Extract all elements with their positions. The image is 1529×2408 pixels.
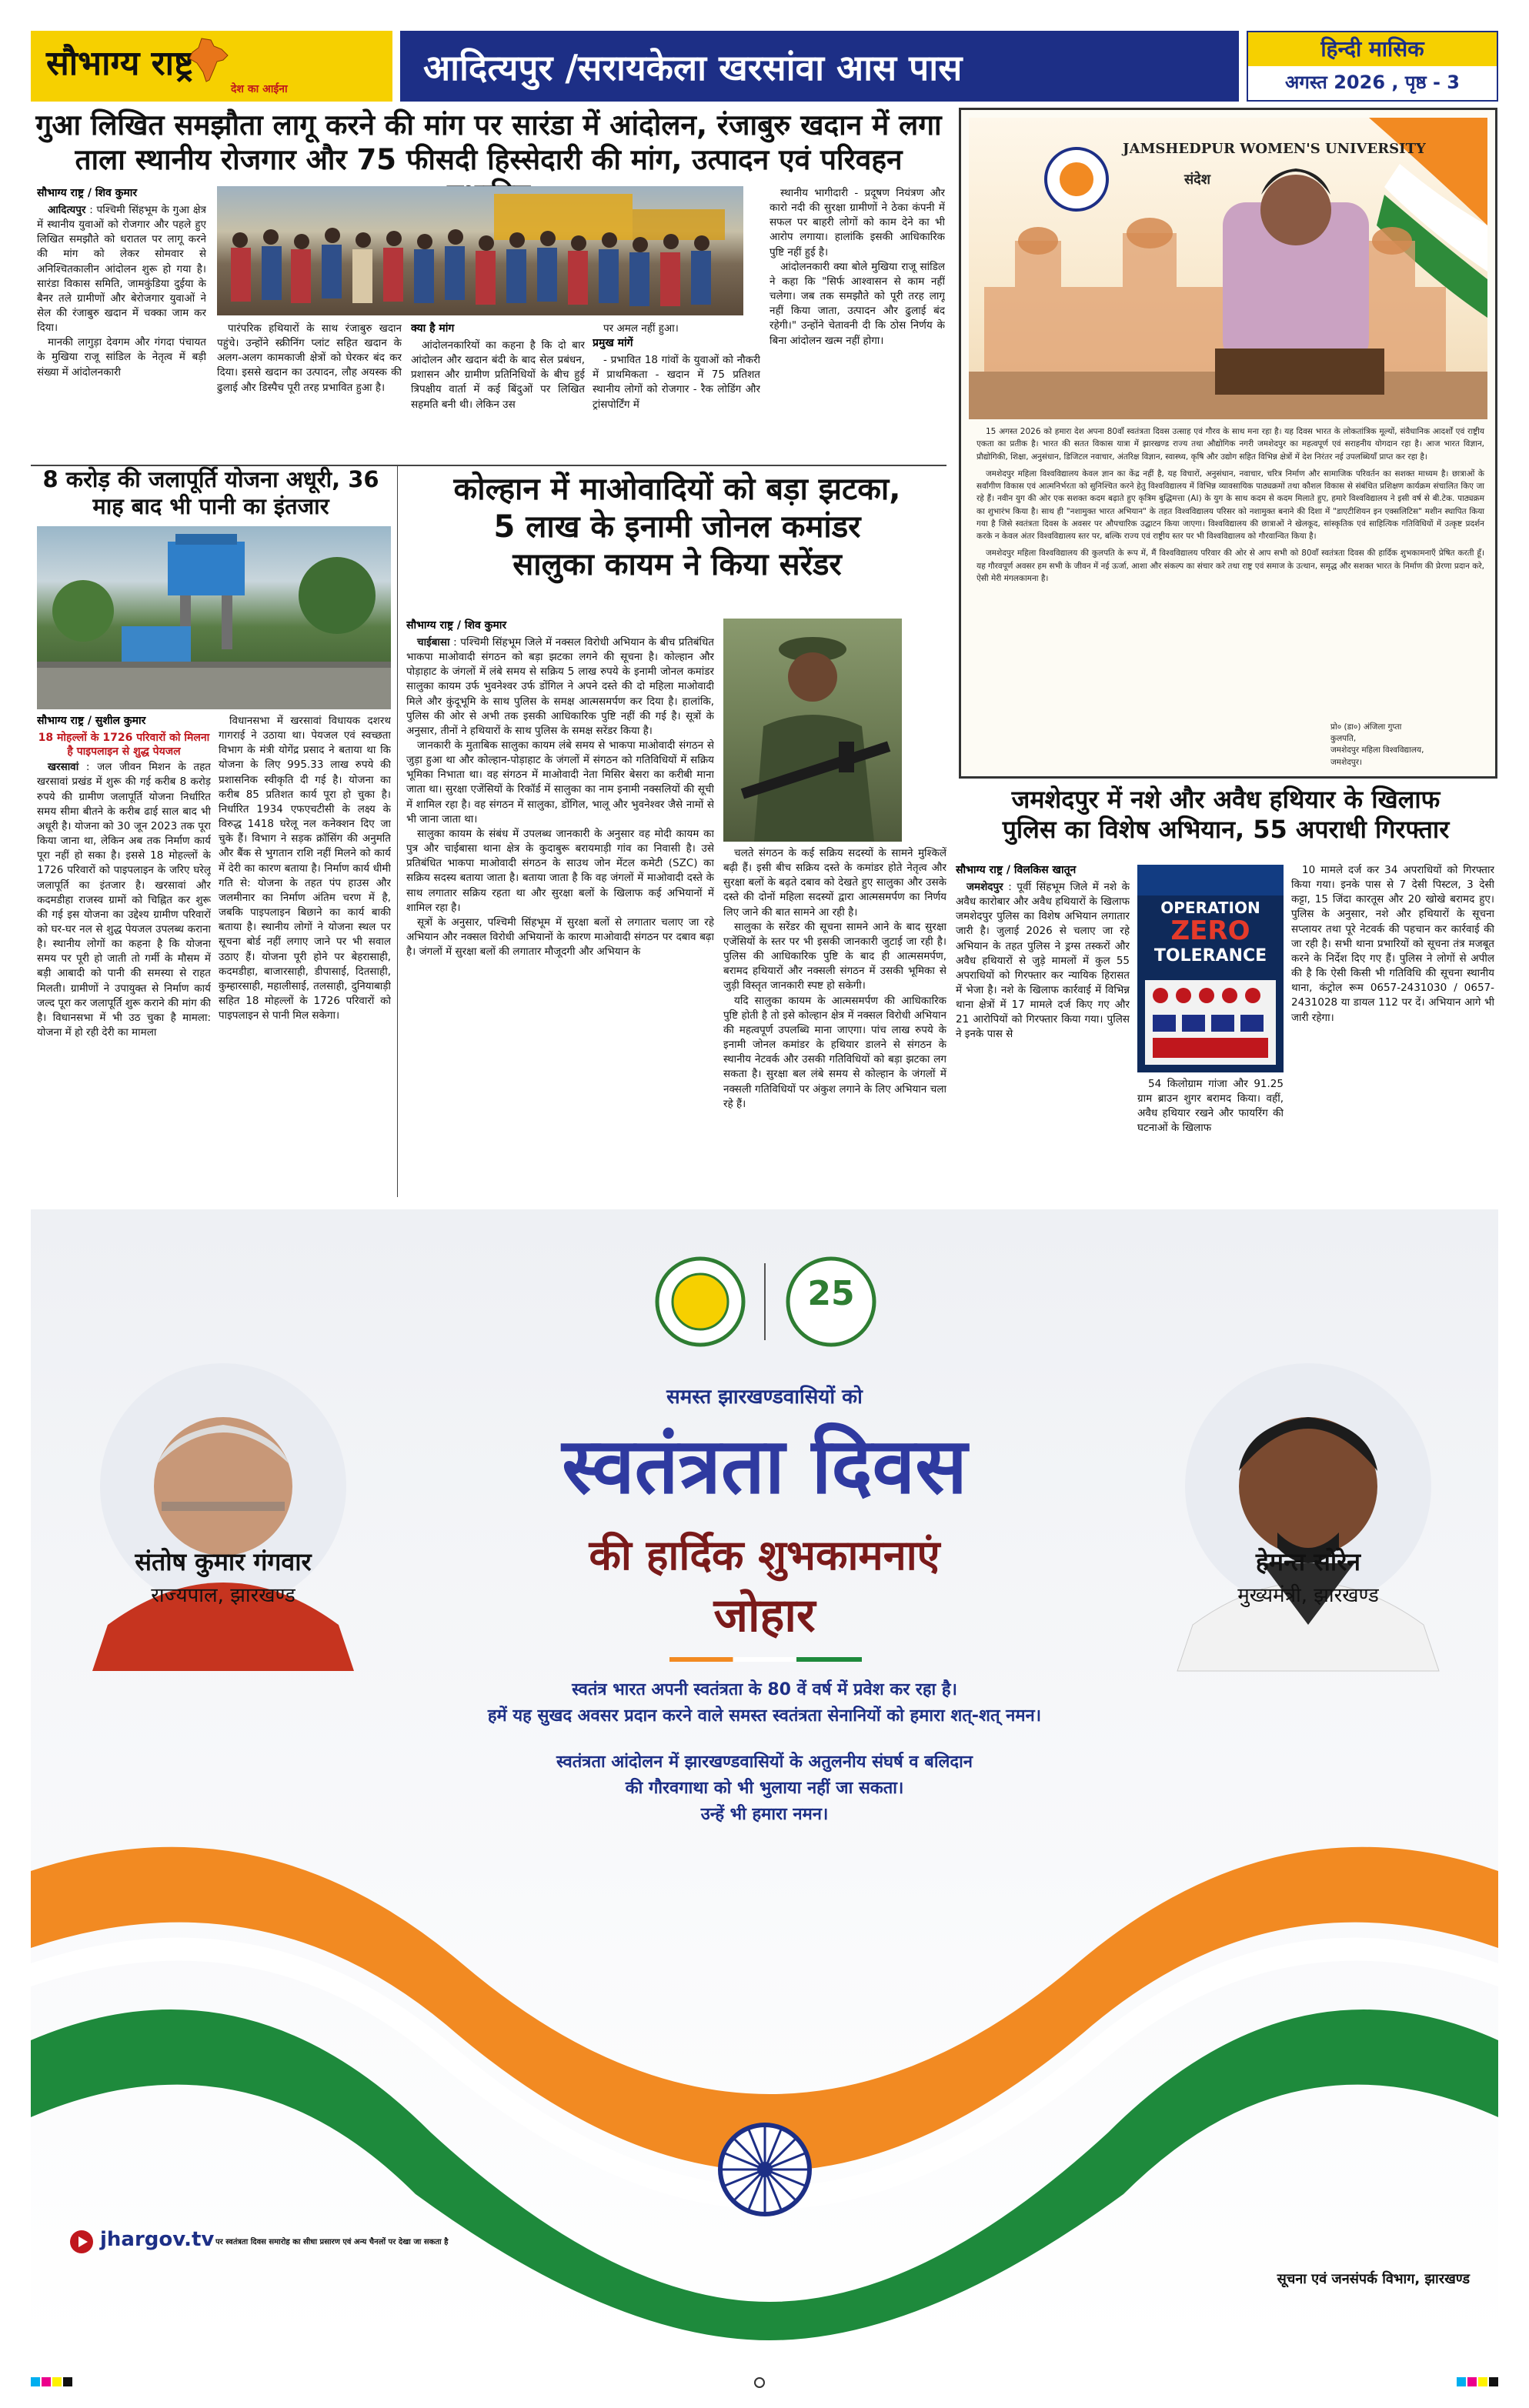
cm-name: हेमन्त सोरेन: [1255, 1547, 1361, 1576]
operation-zero-tolerance-poster: [1137, 865, 1284, 1072]
divider: [397, 466, 398, 1197]
ad-message-line3: स्वतंत्रता आंदोलन में झारखण्डवासियों के अतुलनीय संघर्ष व बलिदान: [556, 1753, 973, 1772]
story3-headline-line1: कोल्हान में माओवादियों को बड़ा झटका,: [453, 472, 901, 507]
story4-col2: [1291, 863, 1494, 1199]
ad-title: स्वतंत्रता दिवस: [562, 1420, 967, 1511]
story1-col2: [217, 322, 402, 460]
jhargov-banner[interactable]: [69, 2226, 500, 2257]
message-signature: [1330, 722, 1484, 769]
story1-col4: [593, 322, 760, 460]
story1-text4: - प्रभावित 18 गांवों के युवाओं को नौकरी में प्राथमिकता - खदान में 75 प्रतिशत स्थानीय लोगों को रोजगार - रैक लोडिंग और ट्रांसपोर्टिंग में: [593, 354, 760, 411]
story1-dateline: आदित्यपुर: [48, 203, 86, 216]
story2-col1: सौभाग्य राष्ट्र / सुशील कुमार 18 मोहल्लों के 1726 परिवारों को मिलना है पाइपलाइन से शुद्ध पेयजल खरसावां : जल जीवन मिशन के तहत खरसावां प्रखंड में शुरू की गई करीब 8 करोड़ रुपये की ग्रामीण जलापूर्ति योजना निर्धारित समय सीमा बीतने के करीब ढाई साल बाद भी अधूरी है। योजना को 30 जून 2023 तक पूरा किया जाना था, लेकिन अब तक निर्माण कार्य पूरा नहीं हो सका है। इससे 18 मोहल्लों के 1726 परिवारों को पाइपलाइन के जरिए घरेलू जलापूर्ति का इंतजार है। खरसावां और कदमडीहा राजस्व ग्रामों को चिह्नित कर शुरू की गई इस योजना का उद्देश्य ग्रामीण परिवारों को घर-घर नल से शुद्ध पेयजल उपलब्ध कराना है। स्थानीय लोगों का कहना है कि योजना समय पर पूरी हो जाती तो गर्मी के मौसम में बड़ी आबादी को पानी की समस्या से राहत मिलती। ग्रामीणों ने उपायुक्त से निर्माण कार्य जल्द पूरा कर जलापूर्ति शुरू कराने की मांग की है। विधानसभा में भी उठ चुका है मामला: योजना में हो रही देरी का मामला: [37, 715, 211, 1039]
ad-message-line2: हमें यह सुखद अवसर प्रदान करने वाले समस्त स्वतंत्रता सेनानियों को हमारा शत्-शत् नमन।: [487, 1706, 1042, 1726]
signatory-title3: जमशेदपुर।: [1330, 757, 1363, 767]
story3-col2: [723, 846, 946, 1200]
edition-label: हिन्दी मासिक: [1248, 32, 1497, 66]
story1-byline: सौभाग्य राष्ट्र / शिव कुमार: [37, 187, 138, 199]
surrendered-commander-photo: [723, 619, 902, 842]
cm-title: मुख्यमंत्री, झारखण्ड: [1237, 1584, 1379, 1607]
jharkhand-25-logo-number: 25: [807, 1274, 855, 1313]
university-name: JAMSHEDPUR WOMEN'S UNIVERSITY: [1123, 141, 1426, 157]
story4-text1b: 54 किलोग्राम गांजा और 91.25 ग्राम ब्राउन शुगर बरामद किया। वहीं, अवैध हथियार रखने और फायरिंग की घटनाओं के खिलाफ: [1137, 1078, 1284, 1135]
ad-johar: जोहार: [713, 1589, 816, 1643]
story2-byline: सौभाग्य राष्ट्र / सुशील कुमार: [37, 715, 146, 727]
section-title-bar: [400, 31, 1239, 102]
story2-col2: [219, 714, 391, 1200]
story1-headline-line2: ताला स्थानीय रोजगार और 75 फीसदी हिस्सेदारी की मांग, उत्पादन एवं परिवहन: [75, 143, 903, 177]
story4-col1b: [1137, 1077, 1284, 1199]
story3-text2c: यदि सालुका कायम के आत्मसमर्पण की आधिकारिक पुष्टि होती है तो इसे कोल्हान क्षेत्र में नक्सल विरोधी अभियान की महत्वपूर्ण उपलब्धि माना जाएगा। पांच लाख रुपये के इनामी जोनल कमांडर के हथियार डालने से संगठन के स्थानीय नेटवर्क और उसकी गतिविधियों को बड़ा झटका लग सकता है। सुरक्षा बल लंबे समय से कोल्हान के जंगलों में नक्सली गतिविधियों पर अंकुश लगाने के लिए अभियान चला रहे हैं।: [723, 994, 946, 1110]
message-title: संदेश: [1184, 172, 1210, 188]
logo: [31, 31, 392, 102]
message-body: [976, 425, 1484, 589]
story4-text1: पूर्वी सिंहभूम जिले में नशे के अवैध कारोबार और अवैध हथियारों के खिलाफ जमशेदपुर पुलिस का विशेष अभियान लगातार जारी है। जुलाई 2026 से चलाए जा रहे अभियान के तहत पुलिस ने ड्रग्स तस्करों और अवैध हथियारों से जुड़े मामलों में कुल 55 अपराधियों को गिरफ्तार कर न्यायिक हिरासत में भेजा है। नशे के खिलाफ कार्रवाई में विभिन्न थाना क्षेत्रों में 17 मामले दर्ज किए गए और 21 आरोपियों को गिरफ्तार किया गया। पुलिस ने इनके पास से: [956, 880, 1130, 1041]
story3-text2: चलते संगठन के कई सक्रिय सदस्यों के सामने मुश्किलें बढ़ी हैं। इसी बीच सक्रिय दस्ते के कमांडर होते नेतृत्व और सुरक्षा बलों के बढ़ते दबाव को देखते हुए सालुका और उसके दस्ते की दोनों महिला सदस्यों द्वारा आत्मसमर्पण का निर्णय लिए जाने की बात सामने आ रही है।: [723, 847, 946, 919]
story3-headline-line3: सालुका कायम ने किया सरेंडर: [512, 546, 842, 582]
soldier-graphic: [723, 619, 902, 842]
message-para3: जमशेदपुर महिला विश्वविद्यालय की कुलपति के रूप में, मैं विश्वविद्यालय परिवार की ओर से आप सभी को 80वाँ स्वतंत्रता दिवस की हार्दिक शुभकामनाएँ प्रेषित करती हूँ। यह गौरवपूर्ण अवसर हम सभी के जीवन में नई ऊर्जा, आशा और संकल्प का संचार करे तथा राष्ट्र एवं समाज के उत्थान, समृद्ध और सशक्त भारत के निर्माण की प्रेरणा प्रदान करे, ऐसी मेरी मंगलकामना है।: [976, 549, 1484, 583]
ad-message-line4: की गौरवगाथा को भी भुलाया नहीं जा सकता।: [625, 1779, 904, 1798]
print-color-marks: [31, 2377, 1498, 2388]
ad-message-line5: उन्हें भी हमारा नमन।: [700, 1805, 829, 1824]
poster-title-zero: ZERO: [1170, 916, 1250, 946]
governor-title: राज्यपाल, झारखण्ड: [151, 1584, 295, 1607]
story2-headline: 8 करोड़ की जलापूर्ति योजना अधूरी, 36 माह बाद भी पानी का इंतजार: [42, 466, 379, 520]
story3-text1d: सूत्रों के अनुसार, पश्चिमी सिंहभूम में सुरक्षा बलों से लगातार चलाए जा रहे अभियान और नक्सल विरोधी अभियानों के कारण माओवादी संगठन पर दबाव बढ़ा है। जंगलों में सुरक्षा बलों की लगातार मौजूदगी और अभियान के: [406, 916, 714, 959]
masthead: [31, 31, 1498, 102]
story2-text2: विधानसभा में खरसावां विधायक दशरथ गागराई ने उठाया था। पेयजल एवं स्वच्छता विभाग के मंत्री योगेंद्र प्रसाद ने बताया था कि योजना के लिए 995.33 लाख रुपये की प्रशासनिक स्वीकृति दी गई है। योजना का करीब 85 प्रतिशत कार्य पूरा हो चुका है। निर्धारित 1934 एफएचटीसी के लक्ष्य के विरुद्ध 1418 घरेलू नल कनेक्शन दिए जा चुके हैं। विभाग ने सड़क क्रॉसिंग की अनुमति और बैंक से भुगतान राशि नहीं मिलने को कार्य में देरी का कारण बताया है। निर्माण कार्य धीमी गति से: योजना के तहत पंप हाउस और जलमीनार का निर्माण अंतिम चरण में है, जबकि पाइपलाइन बिछाने का कार्य बाकी बताया है। स्थानीय लोगों ने योजना स्थल पर सूचना बोर्ड नहीं लगाए जाने पर भी सवाल उठाए हैं। योजना पूरी होने पर बेहरासाही, कदमडीहा, बाजारसाही, डीपासाई, दितसाही, कुम्हारसाही, महालीसाई, तलसाही, दुनियाबाड़ी सहित 18 मोहल्लों के 1726 परिवारों को पाइपलाइन से पानी मिल सकेगा।: [219, 715, 391, 1022]
story1-subheading-demand: क्या है मांग: [411, 322, 455, 335]
story4-text2: 10 मामले दर्ज कर 34 अपराधियों को गिरफ्तार किया गया। इनके पास से 7 देसी पिस्टल, 3 देसी कट्टा, 15 जिंदा कारतूस और 20 खोखे बरामद हुए। पुलिस के अनुसार, नशे और हथियारों के सूचना सप्लायर तथा पूरे नेटवर्क की पहचान कर कार्रवाई की जा रही है। सभी थाना प्रभारियों को सूचना तंत्र मजबूत करने के निर्देश दिए गए हैं। पुलिस ने लोगों से अपील की है कि ऐसी किसी भी गतिविधि की सूचना स्थानीय थाना, कंट्रोल रूम 0657-2431030 / 0657-2431028 या डायल 112 पर दें। अभियान आगे भी जारी रहेगा।: [1291, 864, 1494, 1024]
message-para2: जमशेदपुर महिला विश्वविद्यालय केवल ज्ञान का केंद्र नहीं है, यह विचारों, अनुसंधान, नवाचार, चरित्र निर्माण और सामाजिक परिवर्तन का सशक्त माध्यम है। छात्राओं के सर्वांगीण विकास एवं आत्मनिर्भरता को सुनिश्चित करने हेतु विश्वविद्यालय में विभिन्न व्यावसायिक पाठ्यक्रमों तथा कौशल विकास से संबंधित प्रशिक्षण कार्यक्रम संचालित किए जा रहे हैं। नवीन युग की ओर एक सशक्त कदम बढ़ाते हुए कृत्रिम बुद्धिमत्ता (AI) के युग के साथ कदम से कदम मिलाते हुए, हमारे विश्वविद्यालय ने इसी वर्ष से बी.टेक. पाठ्यक्रम का शुभारंभ किया है। साथ ही "नशामुक्त भारत अभियान" के तहत विश्वविद्यालय परिसर को नशामुक्त बनाने की दिशा में "डाएटीशियन इन एक्सलिटिस" मशीन स्थापित किया गया है जिसे स्वतंत्रता दिवस के अवसर पर औपचारिक उद्घाटन किया जाएगा। विश्वविद्यालय की छात्राओं ने खेलकूद, सांस्कृतिक एवं साहित्यिक गतिविधियों में उत्कृष्ट प्रदर्शन करके न केवल अंतर विश्वविद्यालय स्तर पर, बल्कि राज्य एवं राष्ट्रीय स्तर पर भी विश्वविद्यालय को गौरवान्वित किया है।: [976, 469, 1484, 542]
ad-message-line1: स्वतंत्र भारत अपनी स्वतंत्रता के 80 वें वर्ष में प्रवेश कर रहा है।: [572, 1680, 957, 1699]
story2-text1: जल जीवन मिशन के तहत खरसावां प्रखंड में शुरू की गई करीब 8 करोड़ रुपये की ग्रामीण जलापूर्ति योजना निर्धारित समय सीमा बीतने के करीब ढाई साल बाद भी अधूरी है। योजना को 30 जून 2023 तक पूरा किया जाना था, लेकिन अब तक निर्माण कार्य पूरा नहीं हो सका है। इससे 18 मोहल्लों के 1726 परिवारों को पाइपलाइन के जरिए घरेलू जलापूर्ति का इंतजार है। खरसावां और कदमडीहा राजस्व ग्रामों को चिह्नित कर शुरू की गई इस योजना का उद्देश्य ग्रामीण परिवारों को घर-घर नल से शुद्ध पेयजल उपलब्ध कराना है। स्थानीय लोगों का कहना है कि योजना समय पर पूरी हो जाती तो गर्मी के मौसम में बड़ी आबादी को पानी की समस्या से राहत मिलती। ग्रामीणों ने उपायुक्त से निर्माण कार्य जल्द पूरा कर जलापूर्ति शुरू कराने की मांग की है। विधानसभा में भी उठ चुका है मामला: योजना में हो रही देरी का मामला: [37, 761, 211, 1039]
story1-text2: पारंपरिक हथियारों के साथ रंजाबुरु खदान पहुंचे। उन्होंने स्क्रीनिंग प्लांट सहित खदान के अलग-अलग कामकाजी क्षेत्रों को घेरकर बंद कर दिया। इससे खदान का उत्पादन, लौह अयस्क की ढुलाई और डिस्पैच पूरी तरह प्रभावित हुआ है।: [217, 322, 402, 394]
water-tank-graphic: [37, 526, 391, 709]
logo-tagline: देश का आईना: [231, 83, 288, 95]
university-message-box: [959, 108, 1497, 779]
poster-graphic: [1137, 865, 1284, 1072]
story1-text3: आंदोलनकारियों का कहना है कि दो बार आंदोलन और खदान बंदी के बाद सेल प्रबंधन, प्रशासन और ग्रामीण प्रतिनिधियों के बीच हुई त्रिपक्षीय वार्ता में कई बिंदुओं पर लिखित सहमति बनी थी। लेकिन उस: [411, 339, 585, 411]
jhargov-tagline: पर स्वतंत्रता दिवस समारोह का सीधा प्रसारण एवं अन्य चैनलों पर देखा जा सकता है: [215, 2238, 449, 2246]
story1-col5: [770, 186, 945, 460]
story1-text5: स्थानीय भागीदारी - प्रदूषण नियंत्रण और कारो नदी की सुरक्षा ग्रामीणों ने ठेका कंपनी में सफल पर बाहरी लोगों को काम देने का भी आरोप लगाया। हालांकि इसकी आधिकारिक पुष्टि नहीं हुई है।: [770, 187, 945, 258]
story4-headline-line1: जमशेदपुर में नशे और अवैध हथियार के खिलाफ: [1011, 785, 1441, 814]
ad-tricolor-divider: [669, 1657, 862, 1662]
red-fort-graphic: [969, 118, 1487, 419]
story4-dateline: जमशेदपुर: [966, 880, 1003, 893]
story4-headline: [954, 785, 1497, 845]
edition-box: [1247, 31, 1498, 102]
story1-headline-line1: गुआ लिखित समझौता लागू करने की मांग पर सारंडा में आंदोलन, रंजाबुरु खदान में लगा: [35, 108, 942, 142]
date-page: अगस्त 2026 , पृष्ठ - 3: [1285, 72, 1460, 93]
story1-text4a: पर अमल नहीं हुआ।: [603, 322, 679, 335]
story3-text1b: जानकारी के मुताबिक सालुका कायम लंबे समय से भाकपा माओवादी संगठन से जुड़ा हुआ था और कोल्हान-पोड़ाहाट के जंगलों में संगठन को गतिविधियों में सक्रिय भूमिका निभाता था। वह संगठन में माओवादी नेता मिसिर बेसरा का करीबी माना जाता था। सुरक्षा एजेंसियों के रिकॉर्ड में सालुका का नाम इनामी नक्सलियों की सूची में शामिल रहा है। वह संगठन में सालुका, डोंगिल, भालू और भुवनेश्वर जैसे नामों से भी जाना जाता था।: [406, 739, 714, 825]
poster-title-tolerance: TOLERANCE: [1153, 946, 1267, 966]
story3-headline: [400, 471, 954, 583]
water-tank-photo: [37, 526, 391, 709]
story2-subhead: 18 मोहल्लों के 1726 परिवारों को मिलना है पाइपलाइन से शुद्ध पेयजल: [38, 731, 210, 759]
governor-name: संतोष कुमार गंगवार: [135, 1547, 312, 1576]
ad-department: सूचना एवं जनसंपर्क विभाग, झारखण्ड: [1277, 2271, 1470, 2287]
signatory-name: प्रो० (डा०) अंजिला गुप्ता: [1330, 722, 1402, 732]
story1-text1: पश्चिमी सिंहभूम के गुआ क्षेत्र में स्थानीय युवाओं को रोजगार और पहले हुए लिखित समझौते को धरातल पर लागू करने की मांग को लेकर सोमवार से अनिश्चितकालीन आंदोलन शुरू हो गया है। सारंडा विकास समिति, जामकुंडिया दुईया के बैनर तले ग्रामीणों और बेरोजगार युवाओं ने सेल की रंजाबुरु खदान में चक्का जाम कर दिया।: [37, 203, 206, 335]
story3-text2b: सालुका के सरेंडर की सूचना सामने आने के बाद सुरक्षा एजेंसियों के स्तर पर भी इसकी जानकारी जुटाई जा रही है। पुलिस की आधिकारिक पुष्टि के बाद ही आत्मसमर्पण, बरामद हथियारों और नक्सली संगठन में उसकी भूमिका से जुड़ी विस्तृत जानकारी स्पष्ट हो सकेगी।: [723, 920, 946, 992]
protest-photo: [217, 186, 743, 315]
ad-top-line: समस्त झारखण्डवासियों को: [666, 1386, 863, 1409]
ad-subtitle: की हार्दिक शुभकामनाएं: [589, 1531, 940, 1579]
tricolor-ribbon-graphic: [31, 1209, 1498, 2340]
story3-dateline: चाईबासा: [417, 635, 450, 649]
story1-col3: [411, 322, 585, 460]
poster-title-operation: OPERATION: [1160, 899, 1260, 917]
independence-day-ad: [31, 1209, 1498, 2340]
logo-text: सौभाग्य राष्ट्र: [46, 44, 194, 83]
story1-text5b: आंदोलनकारी क्या बोले मुखिया राजू सांडिल ने कहा कि "सिर्फ आश्वासन से काम नहीं चलेगा। जब तक समझौते को पूरी तरह लागू नहीं किया जाता, उत्पादन और ढुलाई बंद रहेगी।" उन्होंने चेतावनी दी कि ठोस निर्णय के बिना आंदोलन खत्म नहीं होगा।: [770, 260, 945, 347]
story2-dateline: खरसावां: [48, 761, 79, 774]
jhargov-site[interactable]: jhargov.tv: [100, 2228, 215, 2251]
section-title: आदित्यपुर /सरायकेला खरसांवा आस पास: [423, 47, 963, 88]
story4-byline: सौभाग्य राष्ट्र / विलकिस खातून: [956, 864, 1077, 876]
message-para1: 15 अगस्त 2026 को हमारा देश अपना 80वाँ स्वतंत्रता दिवस उत्साह एवं गौरव के साथ मना रहा है। यह दिवस भारत के लोकतांत्रिक मूल्यों, संवैधानिक आदर्शों एवं राष्ट्रीय एकता का प्रतीक है। भारत की सतत विकास यात्रा में झारखण्ड राज्य तथा औद्योगिक नगरी जमशेदपुर का महत्वपूर्ण एवं सराहनीय योगदान रहा है। आज भारत विज्ञान, प्रौद्योगिकी, शिक्षा, अनुसंधान, डिजिटल नवाचार, अंतरिक्ष विज्ञान, स्वास्थ्य, कृषि और उद्योग सहित विभिन्न क्षेत्रों में देश निरंतर नई उपलब्धियाँ प्राप्त कर रहा है।: [976, 427, 1484, 462]
story1-col1: सौभाग्य राष्ट्र / शिव कुमार आदित्यपुर : पश्चिमी सिंहभूम के गुआ क्षेत्र में स्थानीय युवाओं को रोजगार और पहले हुए लिखित समझौते को धरातल पर लागू करने की मांग को लेकर सोमवार से अनिश्चितकालीन आंदोलन शुरू हो गया है। सारंडा विकास समिति, जामकुंडिया दुईया के बैनर तले ग्रामीणों और बेरोजगार युवाओं ने सेल की रंजाबुरु खदान में चक्का जाम कर दिया। मानकी लागुड़ा देवगम और गंगदा पंचायत के मुखिया राजू सांडिल के नेतृत्व में बड़ी संख्या में आंदोलनकारी: [37, 186, 206, 463]
story1-text1b: मानकी लागुड़ा देवगम और गंगदा पंचायत के मुखिया राजू सांडिल के नेतृत्व में बड़ी संख्या में आंदोलनकारी: [37, 336, 206, 379]
story1-subheading-main-demands: प्रमुख मांगें: [593, 337, 633, 350]
message-hero: [969, 118, 1487, 419]
protest-crowd-graphic: [217, 186, 743, 315]
story3-text1: पश्चिमी सिंहभूम जिले में नक्सल विरोधी अभियान के बीच प्रतिबंधित भाकपा माओवादी संगठन को बड़ा झटका लगने की सूचना है। कोल्हान और पोड़ाहाट के जंगलों में लंबे समय से सक्रिय 5 लाख रुपये के इनामी जोनल कमांडर सालुका कायम उर्फ भुवनेश्वर उर्फ डोंगिल ने अपने दस्ते की दो महिला माओवादी मिले और कुंदूभूमि के साथ पुलिस के समक्ष आत्मसमर्पण कर दिया है। हालांकि, पुलिस की ओर से अभी तक इसकी आधिकारिक पुष्टि नहीं की गई है। सूत्रों के अनुसार, तीनों ने हथियारों के साथ पुलिस के समक्ष सरेंडर किया है।: [406, 635, 714, 737]
play-icon: [69, 2230, 94, 2254]
story3-text1c: सालुका कायम के संबंध में उपलब्ध जानकारी के अनुसार वह मोदी कायम का पुत्र और चाईबासा थाना क्षेत्र के कुदाबुरू बरायमाड़ी गांव का निवासी है। उसे प्रतिबंधित भाकपा माओवादी संगठन के साउथ जोन मेंटल कमेटी (SZC) का सक्रिय सदस्य बताया जाता है। बताया जाता है कि वह जंगलों में माओवादी दस्ते के साथ लगातार सक्रिय रहता था और सुरक्षा बलों के खिलाफ कई अभियानों में शामिल रहा है।: [406, 827, 714, 914]
story3-byline: सौभाग्य राष्ट्र / शिव कुमार: [406, 619, 507, 632]
signatory-title2: जमशेदपुर महिला विश्वविद्यालय,: [1330, 745, 1424, 755]
india-map-icon: [185, 37, 231, 85]
story4-headline-line2: पुलिस का विशेष अभियान, 55 अपराधी गिरफ्तार: [1002, 815, 1450, 845]
signatory-title1: कुलपति,: [1330, 734, 1357, 744]
story4-col1: सौभाग्य राष्ट्र / विलकिस खातून जमशेदपुर : पूर्वी सिंहभूम जिले में नशे के अवैध कारोबार और अवैध हथियारों के खिलाफ जमशेदपुर पुलिस का विशेष अभियान लगातार जारी है। जुलाई 2026 से चलाए जा रहे अभियान के तहत पुलिस ने ड्रग्स तस्करों और अवैध हथियारों से जुड़े मामलों में कुल 55 अपराधियों को गिरफ्तार कर न्यायिक हिरासत में भेजा है। नशे के खिलाफ कार्रवाई में विभिन्न थाना क्षेत्रों में 17 मामले दर्ज किए गए और 21 आरोपियों को गिरफ्तार किया गया। पुलिस ने इनके पास से: [956, 864, 1130, 1041]
story3-col1: सौभाग्य राष्ट्र / शिव कुमार चाईबासा : पश्चिमी सिंहभूम जिले में नक्सल विरोधी अभियान के बीच प्रतिबंधित भाकपा माओवादी संगठन को बड़ा झटका लगने की सूचना है। कोल्हान और पोड़ाहाट के जंगलों में लंबे समय से सक्रिय 5 लाख रुपये के इनामी जोनल कमांडर सालुका कायम उर्फ भुवनेश्वर उर्फ डोंगिल ने अपने दस्ते की दो महिला माओवादी मिले और कुंदूभूमि के साथ पुलिस के समक्ष आत्मसमर्पण कर दिया है। हालांकि, पुलिस की ओर से अभी तक इसकी आधिकारिक पुष्टि नहीं की गई है। सूत्रों के अनुसार, तीनों ने हथियारों के साथ पुलिस के समक्ष सरेंडर किया है। जानकारी के मुताबिक सालुका कायम लंबे समय से भाकपा माओवादी संगठन से जुड़ा हुआ था और कोल्हान-पोड़ाहाट के जंगलों में संगठन को गतिविधियों में सक्रिय भूमिका निभाता था। वह संगठन में माओवादी नेता मिसिर बेसरा का करीबी माना जाता था। सुरक्षा एजेंसियों के रिकॉर्ड में सालुका का नाम इनामी नक्सलियों की सूची में शामिल रहा है। वह संगठन में सालुका, डोंगिल, भालू और भुवनेश्वर जैसे नामों से भी जाना जाता था। सालुका कायम के संबंध में उपलब्ध जानकारी के अनुसार वह मोदी कायम का पुत्र और चाईबासा थाना क्षेत्र के कुदाबुरू बरायमाड़ी गांव का निवासी है। उसे प्रतिबंधित भाकपा माओवादी संगठन के साउथ जोन मेंटल कमेटी (SZC) का सक्रिय सदस्य बताया जाता है। बताया जाता है कि वह जंगलों में माओवादी दस्ते के साथ लगातार सक्रिय रहता था और सुरक्षा बलों के खिलाफ कई अभियानों में शामिल रहा है। सूत्रों के अनुसार, पश्चिमी सिंहभूम में सुरक्षा बलों से लगातार चलाए जा रहे अभियान और नक्सल विरोधी अभियानों के कारण माओवादी संगठन पर दबाव बढ़ा है। जंगलों में सुरक्षा बलों की लगातार मौजूदगी और अभियान के: [406, 619, 714, 1200]
story3-headline-line2: 5 लाख के इनामी जोनल कमांडर: [493, 509, 861, 545]
